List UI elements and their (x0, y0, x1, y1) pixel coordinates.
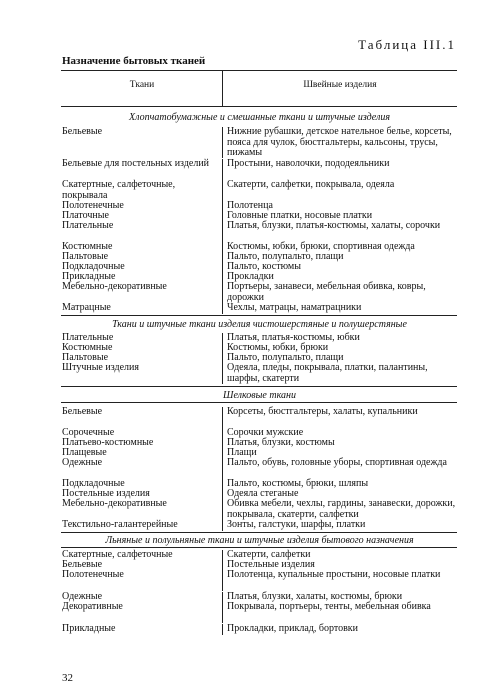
products-cell: Пальто, полупальто, плащи (222, 252, 457, 263)
fabric-cell: Бельевые для постельных изделий (62, 158, 210, 169)
fabric-cell: Плащевые (62, 447, 107, 458)
products-cell: Пальто, обувь, головные уборы, спортивная одежда (222, 458, 457, 479)
products-cell: Костюмы, юбки, брюки, спортивная одежда (222, 242, 457, 253)
fabric-cell: Платьево-костюмные (62, 437, 154, 448)
products-cell: Плащи (222, 448, 457, 459)
section-title: Ткани и штучные ткани изделия чистошерстяные и полушерстяные (112, 319, 407, 330)
table-row (62, 127, 457, 158)
fabric-cell: Бельевые (62, 406, 103, 417)
fabric-cell: Прикладные (62, 271, 116, 282)
products-cell: Полотенца, купальные простыни, носовые платки (222, 570, 457, 591)
fabric-cell: Скатертные, салфеточные (62, 549, 173, 560)
fabric-cell: Одежные (62, 591, 103, 602)
fabric-cell: Пальтовые (62, 352, 109, 363)
column-header-products: Швейные изделия (303, 80, 377, 90)
products-cell: Одеяла стеганые (222, 489, 457, 500)
page-number: 32 (62, 672, 73, 684)
products-cell: Портьеры, занавеси, мебельная обивка, ковры, дорожки (222, 282, 457, 303)
products-cell: Платья, блузки, костюмы (222, 438, 457, 449)
section-title: Хлопчатобумажные и смешанные ткани и штучные изделия (129, 112, 390, 123)
table-row (62, 180, 457, 200)
products-cell: Корсеты, бюстгальтеры, халаты, купальники (222, 407, 457, 428)
fabric-cell: Матрацные (62, 302, 111, 313)
section-rule (61, 547, 457, 548)
fabric-cell: Костюмные (62, 342, 113, 353)
column-header-fabrics: Ткани (129, 80, 155, 90)
fabric-cell: Одежные (62, 457, 103, 468)
fabric-cell: Подкладочные (62, 478, 125, 489)
products-cell: Одеяла, пледы, покрывала, платки, палантины, шарфы, скатерти (222, 363, 457, 384)
products-cell: Костюмы, юбки, брюки (222, 343, 457, 354)
section-title: Льняные и полульняные ткани и штучные изделия бытового назначения (105, 535, 414, 546)
products-cell: Зонты, галстуки, шарфы, платки (222, 520, 457, 531)
products-cell: Пальто, костюмы, брюки, шляпы (222, 479, 457, 490)
fabric-cell: Мебельно-декоративные (62, 281, 167, 292)
fabric-cell: Декоративные (62, 601, 123, 612)
fabric-cell: Плательные (62, 332, 114, 343)
products-cell: Покрывала, портьеры, тенты, мебельная обивка (222, 602, 457, 623)
fabric-cell: Штучные изделия (62, 362, 139, 373)
section-rule (61, 386, 457, 387)
header-divider (222, 70, 223, 107)
fabric-cell: Полотенечные (62, 200, 124, 211)
section-title: Шелковые ткани (223, 390, 296, 401)
fabric-cell: Бельевые (62, 126, 103, 137)
table-number: Таблица III.1 (358, 37, 456, 52)
products-cell: Сорочки мужские (222, 428, 457, 439)
fabric-cell: Бельевые (62, 559, 103, 570)
section-rule (61, 402, 457, 403)
table-top-rule (61, 70, 457, 71)
fabric-cell: Сорочечные (62, 427, 115, 438)
products-cell: Чехлы, матрацы, наматрацники (222, 303, 457, 314)
fabric-cell: Скатертные, салфеточные, покрывала (62, 179, 176, 201)
products-cell: Скатерти, салфетки, покрывала, одеяла (222, 180, 457, 201)
section-rule (61, 532, 457, 533)
fabric-cell: Постельные изделия (62, 488, 150, 499)
products-cell: Прокладки, приклад, бортовки (222, 624, 457, 635)
products-cell: Прокладки (222, 272, 457, 283)
table-header-rule (61, 106, 457, 107)
products-cell: Головные платки, носовые платки (222, 211, 457, 222)
products-cell: Постельные изделия (222, 560, 457, 571)
fabric-cell: Прикладные (62, 623, 116, 634)
page-title: Назначение бытовых тканей (62, 55, 206, 67)
fabric-cell: Текстильно-галантерейные (62, 519, 178, 530)
table-row (62, 159, 457, 179)
products-cell: Скатерти, салфетки (222, 550, 457, 561)
section-rule (61, 315, 457, 316)
products-cell: Пальто, полупальто, плащи (222, 353, 457, 364)
products-cell: Нижние рубашки, детское нательное белье, корсеты, пояса для чулок, бюстгальтеры, кальсоны, трусы, пижамы (222, 127, 457, 158)
products-cell: Обивка мебели, чехлы, гардины, занавески, дорожки, покрывала, скатерти, салфетки (222, 499, 457, 520)
products-cell: Полотенца (222, 201, 457, 212)
products-cell: Платья, блузки, платья-костюмы, халаты, сорочки (222, 221, 457, 242)
fabric-cell: Мебельно-декоративные (62, 498, 167, 509)
fabric-cell: Костюмные (62, 241, 113, 252)
fabric-cell: Подкладочные (62, 261, 125, 272)
fabric-cell: Платочные (62, 210, 109, 221)
fabric-cell: Плательные (62, 220, 114, 231)
fabric-cell: Полотенечные (62, 569, 124, 580)
products-cell: Платья, платья-костюмы, юбки (222, 333, 457, 344)
products-cell: Простыни, наволочки, пододеяльники (222, 159, 457, 180)
products-cell: Платья, блузки, халаты, костюмы, брюки (222, 592, 457, 603)
products-cell: Пальто, костюмы (222, 262, 457, 273)
fabric-cell: Пальтовые (62, 251, 109, 262)
